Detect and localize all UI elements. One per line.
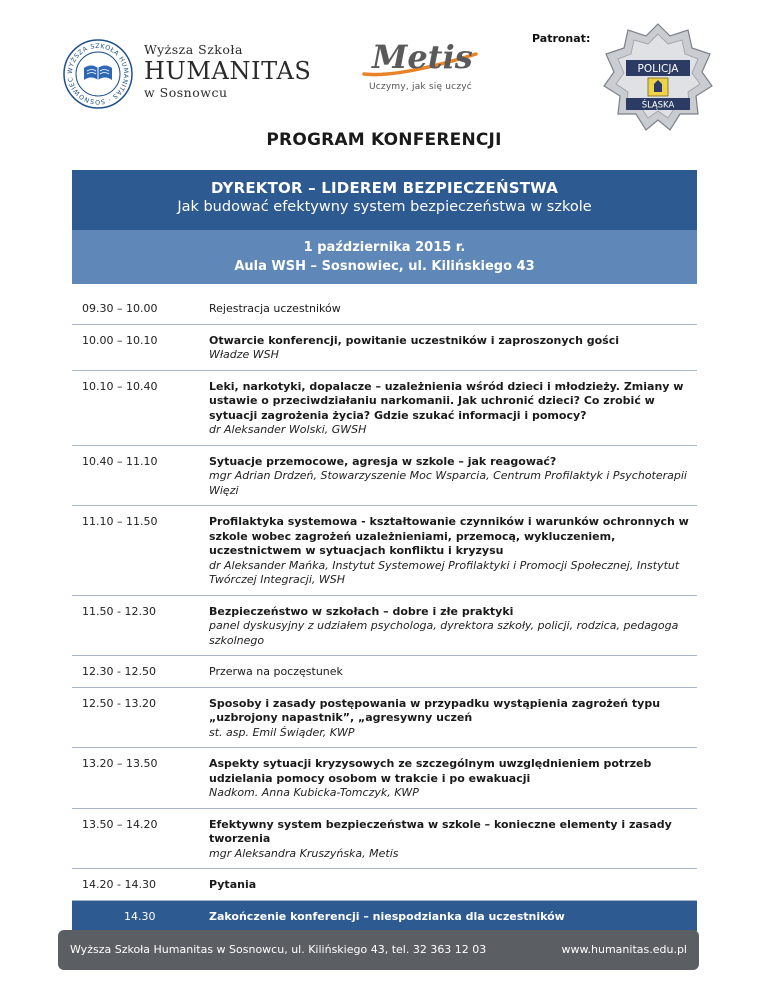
metis-tagline: Uczymy, jak się uczyć bbox=[369, 82, 472, 92]
agenda-speaker: mgr Adrian Drdzeń, Stowarzyszenie Moc Wsparcia, Centrum Profilaktyk i Psychoterapii Więzi bbox=[209, 469, 687, 497]
agenda-time: 13.50 – 14.20 bbox=[82, 817, 158, 831]
agenda-time: 14.30 bbox=[124, 909, 156, 923]
agenda-speaker: st. asp. Emil Świąder, KWP bbox=[209, 725, 355, 739]
patronat-label: Patronat: bbox=[532, 32, 591, 45]
agenda-speaker: Władze WSH bbox=[209, 348, 279, 361]
agenda-row bbox=[72, 809, 697, 870]
humanitas-name: HUMANITAS bbox=[144, 57, 312, 85]
conference-banner bbox=[72, 170, 697, 230]
document-title: PROGRAM KONFERENCJI bbox=[266, 130, 502, 150]
agenda-row bbox=[72, 446, 697, 507]
agenda-row bbox=[72, 869, 697, 901]
agenda-row bbox=[72, 748, 697, 809]
agenda-table bbox=[72, 293, 697, 931]
conference-venue: Aula WSH – Sosnowiec, ul. Kilińskiego 43 bbox=[234, 259, 535, 274]
agenda-time: 11.50 - 12.30 bbox=[82, 604, 156, 618]
agenda-topic: Zakończenie konferencji – niespodzianka dla uczestników bbox=[209, 909, 565, 923]
humanitas-line3: w Sosnowcu bbox=[144, 85, 228, 100]
agenda-time: 13.20 – 13.50 bbox=[82, 757, 158, 770]
agenda-row bbox=[72, 901, 697, 932]
agenda-speaker: panel dyskusyjny z udziałem psychologa, dyrektora szkoły, policji, rodzica, pedagoga szkolnego bbox=[209, 619, 679, 647]
agenda-topic: Pytania bbox=[209, 878, 257, 891]
conference-date: 1 października 2015 r. bbox=[303, 240, 466, 255]
agenda-time: 10.00 – 10.10 bbox=[82, 333, 158, 347]
agenda-time: 10.40 – 11.10 bbox=[82, 454, 158, 468]
footer-address: Wyższa Szkoła Humanitas w Sosnowcu, ul. Kilińskiego 43, tel. 32 363 12 03 bbox=[70, 943, 487, 956]
footer-website: www.humanitas.edu.pl bbox=[561, 943, 687, 956]
agenda-row bbox=[72, 596, 697, 657]
agenda-row bbox=[72, 293, 697, 325]
agenda-speaker: dr Aleksander Wolski, GWSH bbox=[209, 423, 367, 436]
svg-text:Metis: Metis bbox=[372, 38, 473, 76]
agenda-topic: Sytuacje przemocowe, agresja w szkole – jak reagować? bbox=[209, 454, 557, 468]
agenda-topic: Bezpieczeństwo w szkołach – dobre i złe praktyki bbox=[209, 604, 514, 618]
humanitas-logo bbox=[62, 38, 322, 106]
agenda-time: 12.50 - 13.20 bbox=[82, 696, 156, 710]
agenda-row bbox=[72, 688, 697, 749]
humanitas-line1: Wyższa Szkoła bbox=[144, 42, 243, 57]
agenda-time: 10.10 – 10.40 bbox=[82, 379, 158, 393]
conference-title: DYREKTOR – LIDEREM BEZPIECZEŃSTWA bbox=[210, 179, 559, 197]
svg-text:POLICJA: POLICJA bbox=[637, 63, 679, 75]
conference-subtitle: Jak budować efektywny system bezpieczeństwa w szkole bbox=[177, 199, 592, 215]
police-badge-icon bbox=[602, 22, 714, 134]
agenda-row bbox=[72, 506, 697, 596]
humanitas-seal-icon bbox=[62, 38, 134, 110]
agenda-topic: Leki, narkotyki, dopalacze – uzależnienia wśród dzieci i młodzieży. Zmiany w ustawie o przeciwdziałaniu narkomanii. Jak uchronić dzieci? Co zrobić w sytuacji zagrożenia życia? Gdzie szukać informacji i pomocy? bbox=[209, 379, 684, 422]
agenda-time: 14.20 - 14.30 bbox=[82, 878, 156, 891]
agenda-time: 11.10 – 11.50 bbox=[82, 515, 158, 528]
agenda-topic: Aspekty sytuacji kryzysowych ze szczególnym uwzględnieniem potrzeb udzielania pomocy osobom w trakcie i po ewakuacji bbox=[209, 757, 652, 785]
agenda-row bbox=[72, 325, 697, 371]
footer-bar bbox=[58, 930, 699, 970]
metis-logo bbox=[358, 34, 488, 102]
agenda-topic: Rejestracja uczestników bbox=[209, 302, 341, 315]
agenda-topic: Efektywny system bezpieczeństwa w szkole – konieczne elementy i zasady tworzenia bbox=[209, 817, 672, 845]
agenda-speaker: mgr Aleksandra Kruszyńska, Metis bbox=[209, 846, 399, 860]
svg-text:ŚLĄSKA: ŚLĄSKA bbox=[641, 100, 675, 111]
agenda-topic: Przerwa na poczęstunek bbox=[209, 665, 343, 678]
agenda-topic: Profilaktyka systemowa - kształtowanie czynników i warunków ochronnych w szkole wobec zagrożeń uzależnieniami, przemocą, wykluczeniem, uczestnictwem w sytuacjach konfliktu i kryzysu bbox=[209, 515, 689, 557]
agenda-topic: Otwarcie konferencji, powitanie uczestników i zaproszonych gości bbox=[209, 333, 620, 347]
agenda-speaker: dr Aleksander Mańka, Instytut Systemowej Profilaktyki i Promocji Społecznej, Instytut Twórczej Integracji, WSH bbox=[209, 558, 680, 586]
metis-wordmark bbox=[358, 34, 488, 82]
agenda-row bbox=[72, 371, 697, 446]
agenda-time: 12.30 - 12.50 bbox=[82, 665, 156, 678]
agenda-topic: Sposoby i zasady postępowania w przypadku wystąpienia zagrożeń typu „uzbrojony napastnik”, „agresywny uczeń bbox=[209, 696, 661, 724]
conference-details bbox=[72, 230, 697, 284]
agenda-row bbox=[72, 656, 697, 688]
agenda-speaker: Nadkom. Anna Kubicka-Tomczyk, KWP bbox=[209, 786, 419, 799]
agenda-time: 09.30 – 10.00 bbox=[82, 302, 158, 315]
svg-text:WYŻSZA SZKOŁA HUMANITAS · SOSN: WYŻSZA SZKOŁA HUMANITAS · SOSNOWIEC bbox=[66, 42, 130, 106]
